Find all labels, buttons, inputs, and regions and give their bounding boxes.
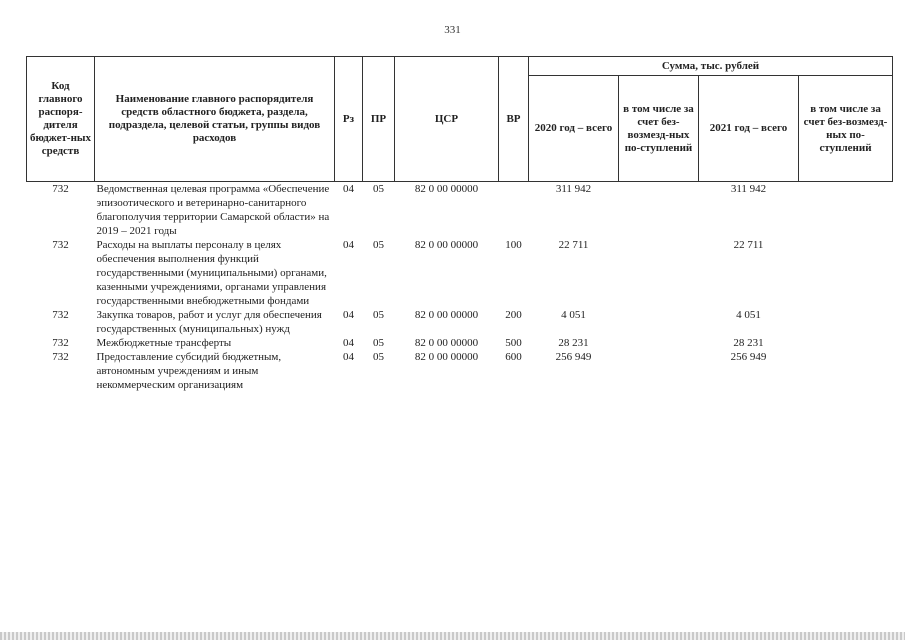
table-body bbox=[27, 182, 893, 393]
header-name: Наименование главного распорядителя средств областного бюджета, раздела, подраздела, целевой статьи, группы видов расходов bbox=[95, 57, 335, 182]
cell-2020-free bbox=[619, 308, 699, 336]
cell-2020-free bbox=[619, 182, 699, 239]
cell-pr: 05 bbox=[373, 183, 384, 195]
cell-2020-total: 256 949 bbox=[555, 351, 592, 363]
cell-rz: 04 bbox=[343, 239, 354, 251]
cell-2021-total: 256 949 bbox=[730, 351, 767, 363]
cell-2021-free bbox=[799, 350, 893, 392]
cell-code: 732 bbox=[52, 351, 69, 363]
cell-vr: 100 bbox=[505, 239, 522, 251]
cell-rz: 04 bbox=[343, 183, 354, 195]
cell-name: Закупка товаров, работ и услуг для обеспечения государственных (муниципальных) нужд bbox=[96, 309, 322, 335]
header-csr: ЦСР bbox=[395, 57, 499, 182]
header-2020-free: в том числе за счет без-возмезд-ных по-ступлений bbox=[619, 76, 699, 182]
cell-pr: 05 bbox=[373, 351, 384, 363]
cell-rz: 04 bbox=[343, 309, 354, 321]
cell-2021-free bbox=[799, 336, 893, 350]
header-2020-total: 2020 год – всего bbox=[529, 76, 619, 182]
cell-csr: 82 0 00 00000 bbox=[414, 351, 479, 363]
cell-csr: 82 0 00 00000 bbox=[414, 239, 479, 251]
cell-rz: 04 bbox=[343, 337, 354, 349]
cell-2020-total: 28 231 bbox=[558, 337, 589, 349]
cell-name: Ведомственная целевая программа «Обеспечение эпизоотического и ветеринарно-санитарного благополучия территории Самарской области» на 2019 – 2021 годы bbox=[96, 183, 330, 237]
cell-2020-total: 4 051 bbox=[561, 309, 586, 321]
cell-csr: 82 0 00 00000 bbox=[414, 309, 479, 321]
cell-code: 732 bbox=[52, 183, 69, 195]
cell-vr: 600 bbox=[505, 351, 522, 363]
cell-rz: 04 bbox=[343, 351, 354, 363]
cell-vr: 200 bbox=[505, 309, 522, 321]
header-2021-free: в том числе за счет без-возмезд-ных по-ступлений bbox=[799, 76, 893, 182]
cell-2020-total: 22 711 bbox=[558, 239, 589, 251]
table-row bbox=[27, 336, 893, 350]
cell-csr: 82 0 00 00000 bbox=[414, 337, 479, 349]
cell-pr: 05 bbox=[373, 337, 384, 349]
cell-code: 732 bbox=[52, 239, 69, 251]
header-sum: Сумма, тыс. рублей bbox=[529, 57, 893, 76]
header-code: Код главного распоря-дителя бюджет-ных средств bbox=[27, 57, 95, 182]
cell-csr: 82 0 00 00000 bbox=[414, 183, 479, 195]
cell-2021-total: 311 942 bbox=[730, 183, 767, 195]
header-rz: Рз bbox=[335, 57, 363, 182]
cell-2021-free bbox=[799, 308, 893, 336]
cell-2021-total: 4 051 bbox=[736, 309, 761, 321]
table-row bbox=[27, 350, 893, 392]
scan-bottom-edge bbox=[0, 632, 905, 640]
table-row bbox=[27, 238, 893, 308]
cell-2021-total: 28 231 bbox=[733, 337, 764, 349]
cell-code: 732 bbox=[52, 337, 69, 349]
table-row bbox=[27, 182, 893, 239]
cell-name: Предоставление субсидий бюджетным, автономным учреждениям и иным некоммерческим организациям bbox=[96, 351, 282, 391]
cell-pr: 05 bbox=[373, 239, 384, 251]
cell-name: Межбюджетные трансферты bbox=[96, 337, 232, 349]
cell-2020-free bbox=[619, 336, 699, 350]
cell-name: Расходы на выплаты персоналу в целях обеспечения выполнения функций государственными (муниципальными) органами, казенными учреждениями, органами управления государственными внебюджетными фондами bbox=[96, 239, 327, 307]
cell-2021-free bbox=[799, 182, 893, 239]
cell-2021-total: 22 711 bbox=[733, 239, 764, 251]
cell-code: 732 bbox=[52, 309, 69, 321]
cell-2020-free bbox=[619, 238, 699, 308]
header-2021-total: 2021 год – всего bbox=[699, 76, 799, 182]
cell-2020-total: 311 942 bbox=[555, 183, 592, 195]
page-number: 331 bbox=[444, 24, 461, 36]
cell-2021-free bbox=[799, 238, 893, 308]
header-vr: ВР bbox=[499, 57, 529, 182]
cell-vr bbox=[499, 182, 529, 239]
cell-vr: 500 bbox=[505, 337, 522, 349]
cell-2020-free bbox=[619, 350, 699, 392]
budget-table bbox=[26, 56, 893, 392]
table-row bbox=[27, 308, 893, 336]
header-pr: ПР bbox=[363, 57, 395, 182]
cell-pr: 05 bbox=[373, 309, 384, 321]
